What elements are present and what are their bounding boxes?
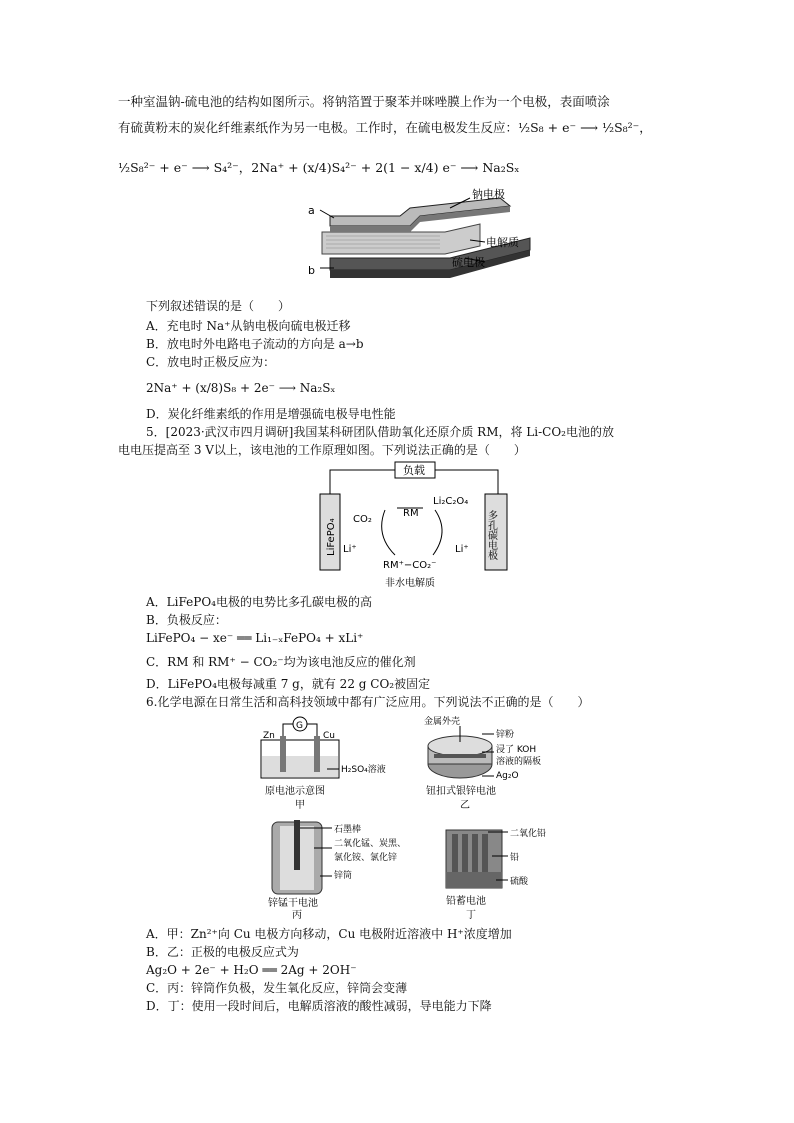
zinc-powder-label: 锌粉 bbox=[496, 730, 515, 740]
cu-label: Cu bbox=[323, 731, 335, 741]
fig-jia-tag: 甲 bbox=[295, 800, 305, 811]
fig-ding-lead-acid-cell bbox=[438, 820, 568, 922]
q6-stem: 6.化学电源在日常生活和高科技领域中都有广泛应用。下列说法不正确的是（ ） bbox=[146, 695, 590, 709]
label-na-electrode: 钠电极 bbox=[472, 188, 505, 201]
fig-jia-caption: 原电池示意图 bbox=[265, 786, 325, 797]
zn-label: Zn bbox=[263, 731, 275, 741]
li-ion-left-label: Li⁺ bbox=[343, 544, 357, 555]
load-label: 负载 bbox=[403, 464, 425, 477]
q5-option-a: A．LiFePO₄电极的电势比多孔碳电极的高 bbox=[146, 595, 372, 609]
lifepo4-electrode-label: LiFePO₄ bbox=[326, 518, 337, 556]
na-s-battery-figure bbox=[300, 186, 560, 296]
mixture-label-2: 氯化铵、氯化锌 bbox=[334, 853, 398, 863]
intro-line-2: 有硫黄粉末的炭化纤维素纸作为另一电极。工作时，在硫电极发生反应：½S₈ + e⁻ ⟶ ½S₈²⁻， bbox=[118, 120, 652, 135]
li-co2-battery-figure bbox=[315, 460, 515, 592]
fig-yi-caption: 钮扣式银锌电池 bbox=[426, 786, 496, 797]
pbo2-label: 二氧化铅 bbox=[510, 829, 547, 839]
q5-option-c: C．RM 和 RM⁺ − CO₂⁻均为该电池反应的催化剂 bbox=[146, 655, 416, 669]
fig-bing-caption: 锌锰干电池 bbox=[268, 898, 318, 909]
q4-option-d: D．炭化纤维素纸的作用是增强硫电极导电性能 bbox=[146, 407, 396, 421]
q6-option-c: C．丙：锌筒作负极，发生氧化反应，锌筒会变薄 bbox=[146, 981, 408, 995]
q6-option-d: D．丁：使用一段时间后，电解质溶液的酸性减弱，导电能力下降 bbox=[146, 999, 492, 1013]
q5-option-b: B．负极反应： bbox=[146, 613, 227, 627]
intro-line-1: 一种室温钠-硫电池的结构如图所示。将钠箔置于聚苯并咪唑膜上作为一个电极，表面喷涂 bbox=[118, 94, 610, 109]
q6-option-b-equation: Ag₂O + 2e⁻ + H₂O ══ 2Ag + 2OH⁻ bbox=[146, 963, 357, 977]
intro-line-3: ½S₈²⁻ + e⁻ ⟶ S₄²⁻，2Na⁺ + (x/4)S₄²⁻ + 2(1 − x/4) e⁻ ⟶ Na₂Sₓ bbox=[118, 160, 520, 175]
q5-option-d: D．LiFePO₄电极每减重 7 g，就有 22 g CO₂被固定 bbox=[146, 677, 431, 691]
q6-option-a: A．甲：Zn²⁺向 Cu 电极方向移动，Cu 电极附近溶液中 H⁺浓度增加 bbox=[146, 927, 512, 941]
ag2o-label: Ag₂O bbox=[496, 771, 519, 781]
nonaqueous-electrolyte-label: 非水电解质 bbox=[385, 578, 435, 589]
fig-bing-zinc-manganese-cell bbox=[262, 814, 432, 922]
separator-label-1: 浸了 KOH bbox=[496, 745, 537, 755]
sulfuric-acid-label: 硫酸 bbox=[510, 877, 529, 887]
li-ion-right-label: Li⁺ bbox=[455, 544, 469, 555]
metal-shell-label: 金属外壳 bbox=[424, 717, 461, 727]
fig-yi-tag: 乙 bbox=[460, 800, 470, 811]
zinc-can-label: 锌筒 bbox=[334, 871, 353, 881]
label-b: b bbox=[308, 264, 315, 277]
rm-label: RM bbox=[403, 508, 419, 519]
q4-option-c: C．放电时正极反应为： bbox=[146, 355, 276, 369]
fig-bing-tag: 丙 bbox=[292, 910, 302, 921]
q5-option-b-equation: LiFePO₄ − xe⁻ ══ Li₁₋ₓFePO₄ + xLi⁺ bbox=[146, 631, 364, 645]
h2so4-label: H₂SO₄溶液 bbox=[341, 765, 386, 775]
galvanometer-label: G bbox=[296, 721, 303, 731]
label-s-electrode: 硫电极 bbox=[452, 256, 485, 269]
separator-label-2: 溶液的隔板 bbox=[496, 757, 542, 767]
mixture-label-1: 二氧化锰、炭黑、 bbox=[334, 839, 407, 849]
porous-carbon-label: 多孔碳电极 bbox=[485, 510, 497, 560]
li2c2o4-label: Li₂C₂O₄ bbox=[433, 496, 469, 507]
q5-line-1: 5．[2023·武汉市四月调研]我国某科研团队借助氧化还原介质 RM，将 Li-CO₂电池的放 bbox=[146, 425, 614, 439]
co2-label: CO₂ bbox=[353, 514, 372, 525]
fig-ding-tag: 丁 bbox=[466, 910, 476, 921]
label-electrolyte: 电解质 bbox=[486, 236, 519, 249]
q6-option-b: B．乙：正极的电极反应式为 bbox=[146, 945, 299, 959]
q5-line-2: 电电压提高至 3 V以上，该电池的工作原理如图。下列说法正确的是（ ） bbox=[118, 443, 526, 457]
fig-ding-caption: 铅蓄电池 bbox=[446, 896, 486, 907]
graphite-rod-label: 石墨棒 bbox=[334, 825, 362, 835]
fig-jia-galvanic-cell bbox=[255, 714, 386, 812]
q4-option-c-equation: 2Na⁺ + (x/8)S₈ + 2e⁻ ⟶ Na₂Sₓ bbox=[146, 381, 336, 395]
label-a: a bbox=[308, 204, 315, 217]
pb-label: 铅 bbox=[510, 853, 520, 863]
q4-stem: 下列叙述错误的是（ ） bbox=[146, 299, 291, 313]
rm-co2-label: RM⁺−CO₂⁻ bbox=[383, 560, 437, 571]
fig-yi-silver-zinc-cell bbox=[420, 714, 560, 812]
q4-option-b: B．放电时外电路电子流动的方向是 a→b bbox=[146, 337, 364, 351]
q4-option-a: A．充电时 Na⁺从钠电极向硫电极迁移 bbox=[146, 319, 351, 333]
